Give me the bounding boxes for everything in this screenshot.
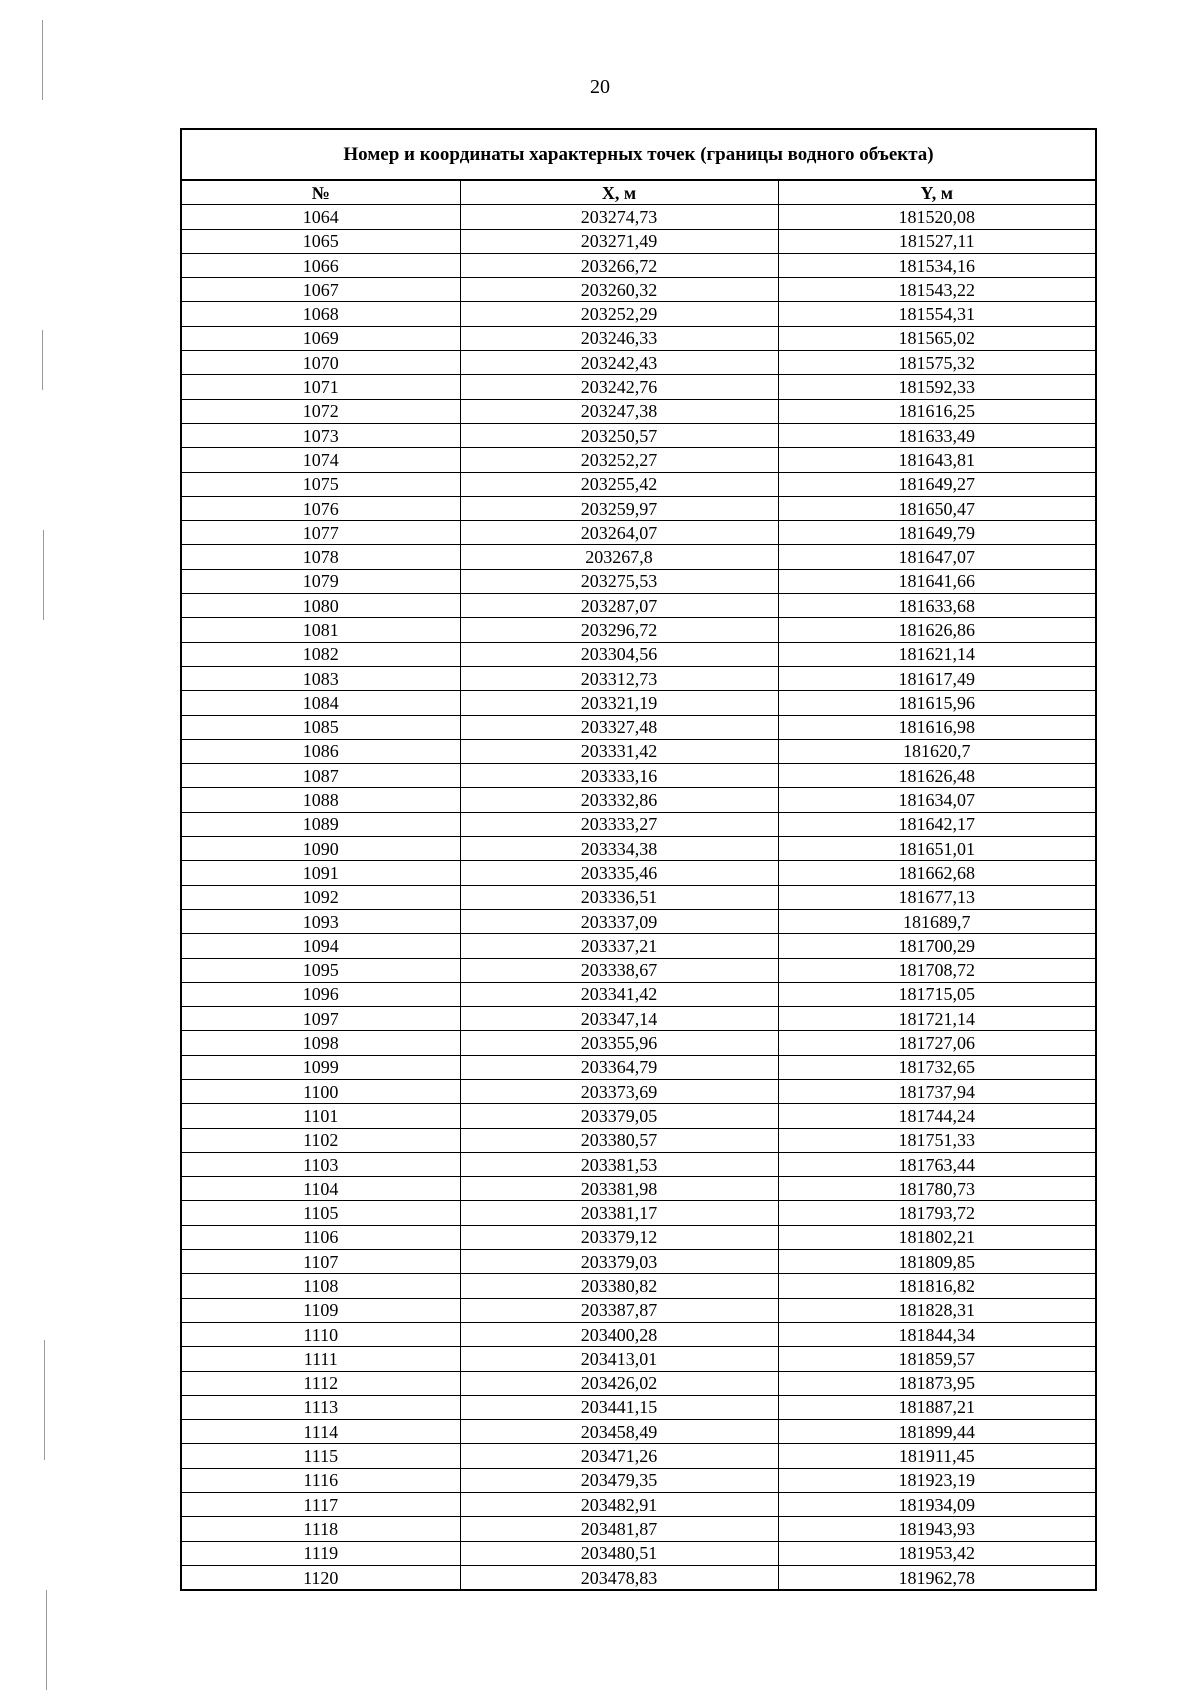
page-number: 20: [590, 76, 610, 98]
x-coordinate-cell: 203379,12: [460, 1225, 778, 1249]
table-row: [182, 1541, 1095, 1565]
x-coordinate-cell: 203481,87: [460, 1517, 778, 1541]
x-coordinate-cell: 203287,07: [460, 594, 778, 618]
y-coordinate-cell: 181962,78: [778, 1565, 1095, 1589]
point-number-cell: 1089: [182, 812, 460, 836]
x-coordinate-cell: 203274,73: [460, 205, 778, 229]
x-coordinate-cell: 203259,97: [460, 496, 778, 520]
point-number-cell: 1113: [182, 1395, 460, 1419]
y-coordinate-cell: 181633,68: [778, 594, 1095, 618]
x-coordinate-cell: 203296,72: [460, 618, 778, 642]
x-coordinate-cell: 203337,09: [460, 909, 778, 933]
y-coordinate-cell: 181650,47: [778, 496, 1095, 520]
table-row: [182, 1493, 1095, 1517]
y-coordinate-cell: 181641,66: [778, 569, 1095, 593]
table-row: [182, 594, 1095, 618]
table-row: [182, 569, 1095, 593]
x-coordinate-cell: 203387,87: [460, 1298, 778, 1322]
table-row: [182, 229, 1095, 253]
y-coordinate-cell: 181649,79: [778, 521, 1095, 545]
y-coordinate-cell: 181634,07: [778, 788, 1095, 812]
point-number-cell: 1081: [182, 618, 460, 642]
point-number-cell: 1087: [182, 764, 460, 788]
y-coordinate-cell: 181828,31: [778, 1298, 1095, 1322]
table-row: [182, 1468, 1095, 1492]
point-number-cell: 1104: [182, 1177, 460, 1201]
table-row: [182, 423, 1095, 447]
point-number-cell: 1074: [182, 448, 460, 472]
table-row: [182, 958, 1095, 982]
point-number-cell: 1112: [182, 1371, 460, 1395]
point-number-cell: 1092: [182, 885, 460, 909]
point-number-cell: 1065: [182, 229, 460, 253]
point-number-cell: 1096: [182, 982, 460, 1006]
point-number-cell: 1082: [182, 642, 460, 666]
point-number-cell: 1071: [182, 375, 460, 399]
point-number-cell: 1085: [182, 715, 460, 739]
x-coordinate-cell: 203480,51: [460, 1541, 778, 1565]
table-row: [182, 764, 1095, 788]
table-row: [182, 545, 1095, 569]
y-coordinate-cell: 181527,11: [778, 229, 1095, 253]
point-number-cell: 1086: [182, 739, 460, 763]
scan-edge-mark: [44, 1340, 45, 1460]
x-coordinate-cell: 203331,42: [460, 739, 778, 763]
y-coordinate-cell: 181616,98: [778, 715, 1095, 739]
point-number-cell: 1116: [182, 1468, 460, 1492]
table-row: [182, 1395, 1095, 1419]
table-row: [182, 1444, 1095, 1468]
table-row: [182, 1225, 1095, 1249]
table-row: [182, 1031, 1095, 1055]
point-number-cell: 1069: [182, 326, 460, 350]
y-coordinate-cell: 181793,72: [778, 1201, 1095, 1225]
y-coordinate-cell: 181873,95: [778, 1371, 1095, 1395]
point-number-cell: 1078: [182, 545, 460, 569]
y-coordinate-cell: 181616,25: [778, 399, 1095, 423]
y-coordinate-cell: 181732,65: [778, 1055, 1095, 1079]
x-coordinate-cell: 203373,69: [460, 1079, 778, 1103]
x-coordinate-cell: 203381,17: [460, 1201, 778, 1225]
table-body: [182, 205, 1095, 1589]
table-row: [182, 399, 1095, 423]
x-coordinate-cell: 203426,02: [460, 1371, 778, 1395]
point-number-cell: 1114: [182, 1420, 460, 1444]
point-number-cell: 1067: [182, 278, 460, 302]
point-number-cell: 1120: [182, 1565, 460, 1589]
y-coordinate-cell: 181554,31: [778, 302, 1095, 326]
table-row: [182, 1055, 1095, 1079]
point-number-cell: 1111: [182, 1347, 460, 1371]
table-row: [182, 1517, 1095, 1541]
x-coordinate-cell: 203347,14: [460, 1007, 778, 1031]
point-number-cell: 1064: [182, 205, 460, 229]
point-number-cell: 1109: [182, 1298, 460, 1322]
x-coordinate-cell: 203266,72: [460, 253, 778, 277]
y-coordinate-cell: 181642,17: [778, 812, 1095, 836]
y-coordinate-cell: 181708,72: [778, 958, 1095, 982]
y-coordinate-cell: 181911,45: [778, 1444, 1095, 1468]
table-row: [182, 982, 1095, 1006]
y-coordinate-cell: 181802,21: [778, 1225, 1095, 1249]
table-row: [182, 1007, 1095, 1031]
point-number-cell: 1088: [182, 788, 460, 812]
coordinates-table-frame: [180, 128, 1097, 1591]
point-number-cell: 1084: [182, 691, 460, 715]
y-coordinate-cell: 181677,13: [778, 885, 1095, 909]
point-number-cell: 1080: [182, 594, 460, 618]
table-row: [182, 715, 1095, 739]
point-number-cell: 1110: [182, 1322, 460, 1346]
table-row: [182, 448, 1095, 472]
point-number-cell: 1115: [182, 1444, 460, 1468]
y-coordinate-cell: 181615,96: [778, 691, 1095, 715]
table-row: [182, 496, 1095, 520]
y-coordinate-cell: 181643,81: [778, 448, 1095, 472]
x-coordinate-cell: 203400,28: [460, 1322, 778, 1346]
x-coordinate-cell: 203341,42: [460, 982, 778, 1006]
point-number-cell: 1094: [182, 934, 460, 958]
y-coordinate-cell: 181953,42: [778, 1541, 1095, 1565]
coordinates-table: [182, 181, 1095, 1589]
point-number-cell: 1091: [182, 861, 460, 885]
x-coordinate-cell: 203379,03: [460, 1250, 778, 1274]
table-row: [182, 934, 1095, 958]
scan-edge-mark: [43, 530, 44, 620]
point-number-cell: 1102: [182, 1128, 460, 1152]
x-coordinate-cell: 203335,46: [460, 861, 778, 885]
table-row: [182, 1201, 1095, 1225]
y-coordinate-cell: 181617,49: [778, 666, 1095, 690]
point-number-cell: 1090: [182, 837, 460, 861]
x-coordinate-cell: 203275,53: [460, 569, 778, 593]
table-row: [182, 1177, 1095, 1201]
y-coordinate-cell: 181543,22: [778, 278, 1095, 302]
x-coordinate-cell: 203252,27: [460, 448, 778, 472]
table-row: [182, 837, 1095, 861]
point-number-cell: 1099: [182, 1055, 460, 1079]
point-number-cell: 1107: [182, 1250, 460, 1274]
table-row: [182, 253, 1095, 277]
x-coordinate-cell: 203333,27: [460, 812, 778, 836]
y-coordinate-cell: 181816,82: [778, 1274, 1095, 1298]
point-number-cell: 1108: [182, 1274, 460, 1298]
x-coordinate-cell: 203327,48: [460, 715, 778, 739]
y-coordinate-cell: 181763,44: [778, 1152, 1095, 1176]
x-coordinate-cell: 203380,57: [460, 1128, 778, 1152]
point-number-cell: 1106: [182, 1225, 460, 1249]
table-row: [182, 521, 1095, 545]
y-coordinate-cell: 181923,19: [778, 1468, 1095, 1492]
point-number-cell: 1119: [182, 1541, 460, 1565]
point-number-cell: 1076: [182, 496, 460, 520]
table-row: [182, 302, 1095, 326]
point-number-cell: 1093: [182, 909, 460, 933]
x-coordinate-cell: 203458,49: [460, 1420, 778, 1444]
x-coordinate-cell: 203478,83: [460, 1565, 778, 1589]
x-coordinate-cell: 203242,76: [460, 375, 778, 399]
x-coordinate-cell: 203255,42: [460, 472, 778, 496]
y-coordinate-cell: 181662,68: [778, 861, 1095, 885]
point-number-cell: 1098: [182, 1031, 460, 1055]
x-coordinate-cell: 203332,86: [460, 788, 778, 812]
table-row: [182, 739, 1095, 763]
point-number-cell: 1083: [182, 666, 460, 690]
table-row: [182, 1565, 1095, 1589]
table-row: [182, 666, 1095, 690]
x-coordinate-cell: 203271,49: [460, 229, 778, 253]
y-coordinate-cell: 181621,14: [778, 642, 1095, 666]
x-coordinate-cell: 203260,32: [460, 278, 778, 302]
y-coordinate-cell: 181534,16: [778, 253, 1095, 277]
scan-edge-mark: [42, 330, 43, 390]
x-coordinate-cell: 203355,96: [460, 1031, 778, 1055]
x-coordinate-cell: 203479,35: [460, 1468, 778, 1492]
point-number-cell: 1066: [182, 253, 460, 277]
table-row: [182, 205, 1095, 229]
x-coordinate-cell: 203441,15: [460, 1395, 778, 1419]
table-row: [182, 375, 1095, 399]
table-row: [182, 1128, 1095, 1152]
y-coordinate-cell: 181689,7: [778, 909, 1095, 933]
table-row: [182, 351, 1095, 375]
table-row: [182, 1152, 1095, 1176]
x-coordinate-cell: 203482,91: [460, 1493, 778, 1517]
x-coordinate-cell: 203334,38: [460, 837, 778, 861]
point-number-cell: 1079: [182, 569, 460, 593]
y-coordinate-cell: 181700,29: [778, 934, 1095, 958]
column-header-number: №: [182, 181, 460, 205]
y-coordinate-cell: 181626,86: [778, 618, 1095, 642]
y-coordinate-cell: 181721,14: [778, 1007, 1095, 1031]
x-coordinate-cell: 203364,79: [460, 1055, 778, 1079]
table-row: [182, 1104, 1095, 1128]
y-coordinate-cell: 181651,01: [778, 837, 1095, 861]
scan-edge-mark: [46, 1590, 47, 1690]
table-row: [182, 1420, 1095, 1444]
x-coordinate-cell: 203379,05: [460, 1104, 778, 1128]
x-coordinate-cell: 203247,38: [460, 399, 778, 423]
table-row: [182, 1298, 1095, 1322]
table-row: [182, 861, 1095, 885]
table-row: [182, 1347, 1095, 1371]
y-coordinate-cell: 181887,21: [778, 1395, 1095, 1419]
x-coordinate-cell: 203252,29: [460, 302, 778, 326]
y-coordinate-cell: 181715,05: [778, 982, 1095, 1006]
x-coordinate-cell: 203333,16: [460, 764, 778, 788]
x-coordinate-cell: 203381,53: [460, 1152, 778, 1176]
y-coordinate-cell: 181751,33: [778, 1128, 1095, 1152]
table-row: [182, 909, 1095, 933]
table-row: [182, 812, 1095, 836]
point-number-cell: 1095: [182, 958, 460, 982]
point-number-cell: 1101: [182, 1104, 460, 1128]
table-row: [182, 642, 1095, 666]
y-coordinate-cell: 181575,32: [778, 351, 1095, 375]
y-coordinate-cell: 181744,24: [778, 1104, 1095, 1128]
x-coordinate-cell: 203413,01: [460, 1347, 778, 1371]
table-row: [182, 1371, 1095, 1395]
y-coordinate-cell: 181565,02: [778, 326, 1095, 350]
x-coordinate-cell: 203242,43: [460, 351, 778, 375]
point-number-cell: 1105: [182, 1201, 460, 1225]
table-row: [182, 472, 1095, 496]
point-number-cell: 1070: [182, 351, 460, 375]
x-coordinate-cell: 203336,51: [460, 885, 778, 909]
x-coordinate-cell: 203321,19: [460, 691, 778, 715]
y-coordinate-cell: 181647,07: [778, 545, 1095, 569]
point-number-cell: 1073: [182, 423, 460, 447]
y-coordinate-cell: 181520,08: [778, 205, 1095, 229]
x-coordinate-cell: 203267,8: [460, 545, 778, 569]
x-coordinate-cell: 203304,56: [460, 642, 778, 666]
table-row: [182, 691, 1095, 715]
column-header-x: X, м: [460, 181, 778, 205]
point-number-cell: 1118: [182, 1517, 460, 1541]
y-coordinate-cell: 181727,06: [778, 1031, 1095, 1055]
y-coordinate-cell: 181934,09: [778, 1493, 1095, 1517]
table-title: Номер и координаты характерных точек (границы водного объекта): [182, 130, 1095, 181]
x-coordinate-cell: 203246,33: [460, 326, 778, 350]
y-coordinate-cell: 181626,48: [778, 764, 1095, 788]
y-coordinate-cell: 181649,27: [778, 472, 1095, 496]
y-coordinate-cell: 181899,44: [778, 1420, 1095, 1444]
table-row: [182, 1274, 1095, 1298]
y-coordinate-cell: 181780,73: [778, 1177, 1095, 1201]
point-number-cell: 1072: [182, 399, 460, 423]
point-number-cell: 1117: [182, 1493, 460, 1517]
y-coordinate-cell: 181633,49: [778, 423, 1095, 447]
column-header-y: Y, м: [778, 181, 1095, 205]
point-number-cell: 1100: [182, 1079, 460, 1103]
x-coordinate-cell: 203264,07: [460, 521, 778, 545]
y-coordinate-cell: 181809,85: [778, 1250, 1095, 1274]
point-number-cell: 1077: [182, 521, 460, 545]
x-coordinate-cell: 203381,98: [460, 1177, 778, 1201]
y-coordinate-cell: 181859,57: [778, 1347, 1095, 1371]
x-coordinate-cell: 203337,21: [460, 934, 778, 958]
point-number-cell: 1068: [182, 302, 460, 326]
table-row: [182, 1079, 1095, 1103]
table-row: [182, 788, 1095, 812]
point-number-cell: 1103: [182, 1152, 460, 1176]
x-coordinate-cell: 203380,82: [460, 1274, 778, 1298]
x-coordinate-cell: 203471,26: [460, 1444, 778, 1468]
y-coordinate-cell: 181737,94: [778, 1079, 1095, 1103]
point-number-cell: 1075: [182, 472, 460, 496]
point-number-cell: 1097: [182, 1007, 460, 1031]
table-row: [182, 618, 1095, 642]
table-row: [182, 278, 1095, 302]
table-header-row: [182, 181, 1095, 205]
y-coordinate-cell: 181592,33: [778, 375, 1095, 399]
x-coordinate-cell: 203338,67: [460, 958, 778, 982]
x-coordinate-cell: 203312,73: [460, 666, 778, 690]
table-row: [182, 326, 1095, 350]
table-row: [182, 1322, 1095, 1346]
y-coordinate-cell: 181620,7: [778, 739, 1095, 763]
table-row: [182, 885, 1095, 909]
y-coordinate-cell: 181844,34: [778, 1322, 1095, 1346]
table-row: [182, 1250, 1095, 1274]
x-coordinate-cell: 203250,57: [460, 423, 778, 447]
y-coordinate-cell: 181943,93: [778, 1517, 1095, 1541]
